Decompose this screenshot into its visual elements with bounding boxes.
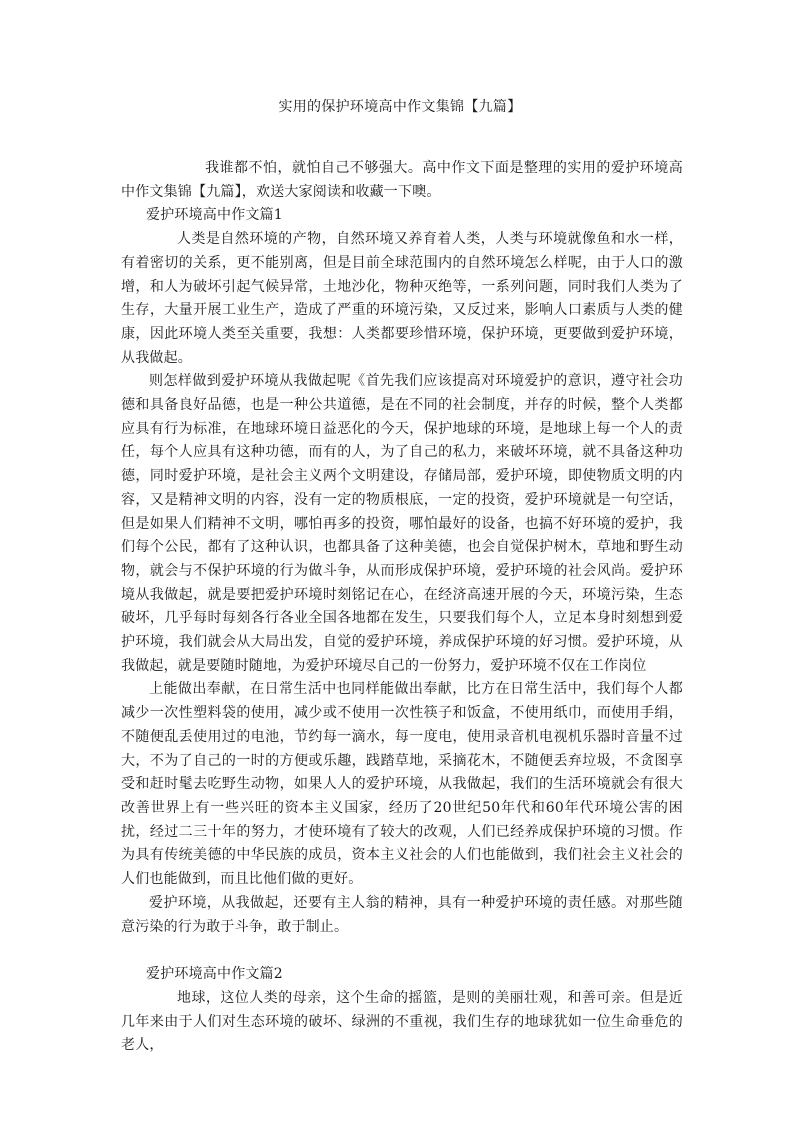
intro-paragraph: 我谁都不怕，就怕自己不够强大。高中作文下面是整理的实用的爱护环境高中作文集锦【九篇】，欢送大家阅读和收藏一下噢。 bbox=[121, 160, 683, 200]
section-2-paragraph-1: 地球，这位人类的母亲，这个生命的摇篮，是则的美丽壮观，和善可亲。但是近几年来由于人们对生态环境的破坏、绿洲的不重视，我们生存的地球犹如一位生命垂危的老人， bbox=[121, 989, 683, 1054]
section-1-paragraph-2: 则怎样做到爱护环境从我做起呢《首先我们应该提高对环境爱护的意识，遵守社会功德和具备良好品德，也是一种公共道德，是在不同的社会制度，并存的时候，整个人类都应具有行为标准，在地球环境日益恶化的今天，保护地球的环境，是地球上每一个人的责任，每个人应具有这种功德，而有的人，为了自己的私力，来破坏环境，就不具备这种功德，同时爱护环境，是社会主义两个文明建设，存储局部，爱护环境，即使物质文明的内容，又是精神文明的内容，没有一定的物质根底，一定的投资，爱护环境就是一句空话，但是如果人们精神不文明，哪怕再多的投资，哪怕最好的设备，也搞不好环境的爱护，我们每个公民，都有了这种认识，也都具备了这种美德，也会自觉保护树木，草地和野生动物，就会与不保护环境的行为做斗争，从而形成保护环境，爱护环境的社会风尚。爱护环境从我做起，就是要把爱护环境时刻铭记在心，在经济高速开展的今天，环境污染，生态破坏，几乎每时每刻各行各业全国各地都在发生，只要我们每个人，立足本身时刻想到爱护环境，我们就会从大局出发，自觉的爱护环境，养成保护环境的好习惯。爱护环境，从我做起，就是要随时随地，为爱护环境尽自己的一份努力，爱护环境不仅在工作岗位 bbox=[121, 373, 683, 674]
section-1-paragraph-1: 人类是自然环境的产物，自然环境又养育着人类，人类与环境就像鱼和水一样，有着密切的关系，更不能别离，但是目前全球范围内的自然环境怎么样呢，由于人口的激增，和人为破坏引起气候异常，土地沙化，物种灭绝等，一系列问题，同时我们人类为了生存，大量开展工业生产，造成了严重的环境污染，又反过来，影响人口素质与人类的健康，因此环境人类至关重要，我想：人类都要珍惜环境，保护环境，更要做到爱护环境，从我做起。 bbox=[121, 231, 683, 366]
section-heading-2: 爱护环境高中作文篇2 bbox=[146, 966, 283, 983]
section-heading-1: 爱护环境高中作文篇1 bbox=[146, 207, 283, 224]
section-1-paragraph-4: 爱护环境，从我做起，还要有主人翁的精神，具有一种爱护环境的责任感。对那些随意污染的行为敢于斗争，敢于制止。 bbox=[121, 894, 683, 935]
document-body bbox=[121, 157, 683, 1058]
section-spacer bbox=[121, 939, 683, 963]
document-title: 实用的保护环境高中作文集锦【九篇】 bbox=[278, 99, 522, 115]
section-1-paragraph-3: 上能做出奉献，在日常生活中也同样能做出奉献，比方在日常生活中，我们每个人都减少一次性塑料袋的使用，减少或不使用一次性筷子和饭盒，不使用纸巾，而使用手绢，不随便乱丢使用过的电池，节约每一滴水，每一度电，使用录音机电视机乐器时音量不过大，不为了自己的一时的方便或乐趣，践踏草地，采摘花木，不随便丢弃垃圾，不贪图享受和赶时髦去吃野生动物，如果人人的爱护环境，从我做起，我们的生活环境就会有很大改善世界上有一些兴旺的资本主义国家，经历了20世纪50年代和60年代环境公害的困扰，经过二三十年的努力，才使环境有了较大的改观，人们已经养成保护环境的习惯。作为具有传统美德的中华民族的成员，资本主义社会的人们也能做到，我们社会主义社会的人们也能做到，而且比他们做的更好。 bbox=[121, 681, 683, 888]
